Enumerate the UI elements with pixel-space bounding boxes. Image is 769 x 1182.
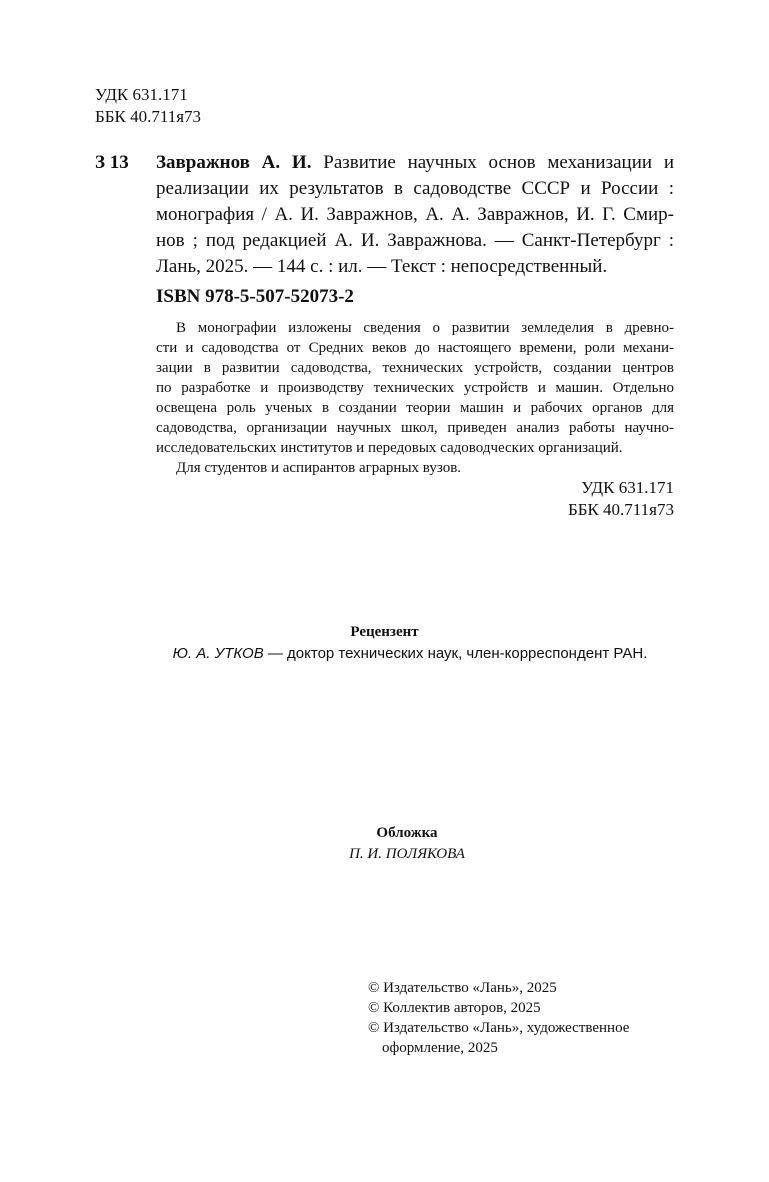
reviewer-name: Ю. А. УТКОВ [172, 645, 264, 662]
udk-block-right [500, 477, 674, 521]
biblio-line-4: нов ; под редакцией А. И. Завражнова. — Санкт-Петербург : [156, 230, 674, 251]
author-sign: З 13 [95, 152, 129, 173]
udk-block-top [95, 84, 201, 128]
copyright-line: оформление, 2025 [382, 1040, 498, 1056]
bbk-code: ББК 40.711я73 [95, 107, 202, 126]
biblio-line-5: Лань, 2025. — 144 с. : ил. — Текст : непосредственный. [156, 256, 608, 277]
reviewer-heading: Рецензент [350, 624, 419, 640]
biblio-line-1 [156, 150, 674, 176]
biblio-line-3: монография / А. И. Завражнов, А. А. Завражнов, И. Г. Смир- [156, 204, 674, 225]
biblio-title: Развитие научных основ механизации и [323, 152, 674, 173]
copyright-line: © Издательство «Лань», 2025 [368, 980, 557, 996]
annotation [156, 318, 674, 478]
copyright-line: © Издательство «Лань», художественное [368, 1020, 630, 1036]
annotation-line: садоводства, организации научных школ, приведен анализ работы научно- [156, 420, 674, 436]
isbn: ISBN 978-5-507-52073-2 [156, 286, 354, 307]
annotation-line: сти и садоводства от Средних веков до настоящего времени, роли механи- [156, 340, 674, 356]
cover-designer: П. И. ПОЛЯКОВА [349, 846, 465, 862]
udk-code: УДК 631.171 [95, 85, 188, 104]
cover-heading: Обложка [376, 825, 438, 841]
author-name: Завражнов А. И. [156, 152, 312, 173]
annotation-audience: Для студентов и аспирантов аграрных вузов. [176, 460, 462, 476]
copyright-block [368, 978, 629, 1058]
annotation-line: В монографии изложены сведения о развитии земледелия в древно- [176, 320, 674, 336]
annotation-line: по разработке и производству технических устройств и машин. Отдельно [156, 380, 674, 396]
annotation-line: исследовательских институтов и передовых садоводческих организаций. [156, 440, 623, 456]
annotation-line: зации в развитии садоводства, технических устройств, создании центров [156, 360, 674, 376]
reviewer-description: — доктор технических наук, член-корреспондент РАН. [263, 645, 648, 662]
annotation-line: освещена роль ученых в создании теории машин и рабочих органов для [156, 400, 674, 416]
bibliographic-record [156, 150, 674, 280]
bbk-code: ББК 40.711я73 [567, 500, 674, 519]
udk-code: УДК 631.171 [581, 478, 674, 497]
biblio-line-2: реализации их результатов в садоводстве СССР и России : [156, 178, 674, 199]
reviewer-line [0, 645, 769, 662]
copyright-line: © Коллектив авторов, 2025 [368, 1000, 541, 1016]
